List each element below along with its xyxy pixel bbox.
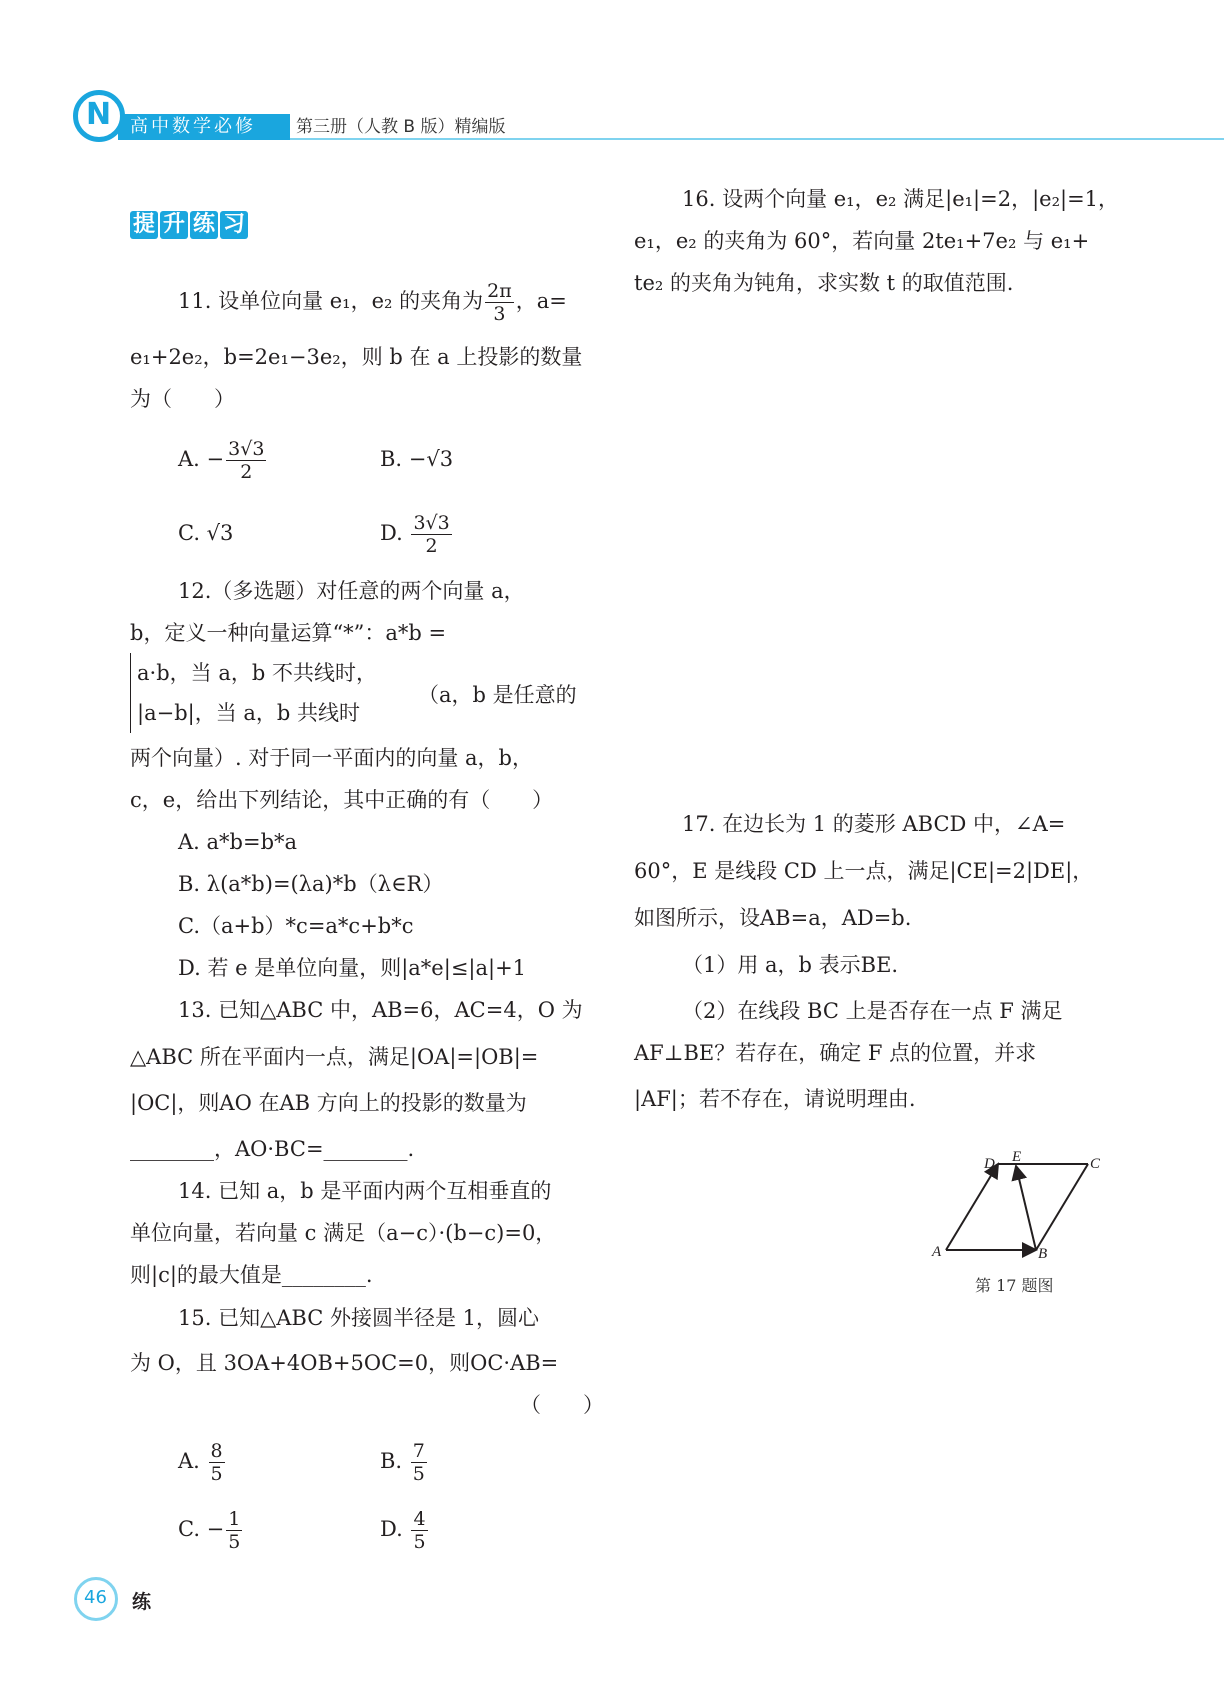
q12-cases: a·b，当 a，b 不共线时， |a−b|，当 a，b 共线时 [130,653,377,733]
q15-option-d: D. $\frac{4}{5}$ [380,1508,426,1553]
q12-option-a: A. a*b=b*a [178,830,298,854]
q17-line4: （1）用 a，b 表示BE. [682,953,899,977]
q17-line7: |AF|；若不存在，请说明理由. [634,1087,916,1111]
q17-line1: 17. 在边长为 1 的菱形 ABCD 中，∠A= [682,812,1066,836]
section-char: 提 [130,211,158,239]
q12-line1: 12.（多选题）对任意的两个向量 a， [178,579,525,603]
figure-caption: 第 17 题图 [975,1276,1054,1295]
book-title: 第三册（人教 B 版）精编版 [296,117,506,137]
q12-line2: b，定义一种向量运算“*”：a*b = [130,621,447,645]
label-a: A [932,1244,942,1260]
label-d: D [984,1156,995,1172]
q15-option-b: B. $\frac{7}{5}$ [380,1440,425,1485]
q12-option-b: B. λ(a*b)=(λa)*b（λ∈R） [178,872,444,896]
q13-line1: 13. 已知△ABC 中，AB=6，AC=4，O 为 [178,998,583,1022]
q15-line1: 15. 已知△ABC 外接圆半径是 1，圆心 [178,1306,539,1330]
q15-line3: （ ） [520,1393,604,1417]
q15-line2: 为 O，且 3OA+4OB+5OC=0，则OC·AB= [130,1351,559,1375]
q14-line1: 14. 已知 a，b 是平面内两个互相垂直的 [178,1179,552,1203]
q11-option-a: A. − $\frac{3√3}{2}$ [178,438,265,483]
side-ad [946,1164,998,1250]
q12-option-d: D. 若 e 是单位向量，则|a*e|≤|a|+1 [178,956,527,980]
q16-line3: te₂ 的夹角为钝角，求实数 t 的取值范围. [634,271,1014,295]
side-bc [1036,1164,1088,1250]
q11-option-d: D. $\frac{3√3}{2}$ [380,512,450,557]
q17-line6: AF⊥BE？若存在，确定 F 点的位置，并求 [634,1041,1037,1065]
section-char: 练 [190,211,218,239]
segment-be [1016,1166,1036,1250]
q12-line3-right: （a，b 是任意的 [418,683,577,707]
q11-option-b: B. −√3 [380,447,454,471]
q17-line2: 60°，E 是线段 CD 上一点，满足|CE|=2|DE|， [634,859,1094,883]
q17-line5: （2）在线段 BC 上是否存在一点 F 满足 [682,999,1063,1023]
q11-line3: 为（ ） [130,387,235,411]
q11-angle-fraction: $\frac{2\pi}{3}$ [487,280,512,325]
q12-line4: 两个向量）. 对于同一平面内的向量 a，b， [130,746,533,770]
label-e: E [1012,1150,1022,1165]
page-label: 练 [132,1591,152,1613]
rhombus-figure [930,1150,1100,1260]
q13-line2: △ABC 所在平面内一点，满足|OA|=|OB|= [130,1045,539,1069]
q15-option-c: C. − $\frac{1}{5}$ [178,1508,241,1553]
q11-line1: 11. 设单位向量 e₁，e₂ 的夹角为 $\frac{2\pi}{3}$ ，a= [178,280,567,325]
q15-option-a: A. $\frac{8}{5}$ [178,1440,223,1485]
q13-line4: ________，AO·BC=________. [130,1137,415,1161]
logo-letter: N [86,97,112,132]
label-b: B [1038,1246,1048,1260]
label-c: C [1090,1156,1100,1172]
q14-line3: 则|c|的最大值是________. [130,1263,373,1287]
q17-line3: 如图所示，设AB=a，AD=b. [634,906,912,930]
q11-line2: e₁+2e₂，b=2e₁−3e₂，则 b 在 a 上投影的数量 [130,345,583,369]
section-char: 习 [220,211,248,239]
q16-line1: 16. 设两个向量 e₁，e₂ 满足|e₁|=2，|e₂|=1， [682,187,1120,211]
series-tag: 高中数学必修 [118,114,290,140]
q16-line2: e₁，e₂ 的夹角为 60°，若向量 2te₁+7e₂ 与 e₁+ [634,229,1090,253]
page-number: 46 [84,1587,107,1608]
q12-option-c: C.（a+b）*c=a*c+b*c [178,914,414,938]
section-char: 升 [160,211,188,239]
q12-line5: c，e，给出下列结论，其中正确的有（ ） [130,788,554,812]
section-title [130,211,248,239]
q11-option-c: C. √3 [178,521,234,545]
q14-line2: 单位向量，若向量 c 满足（a−c）·(b−c)=0， [130,1221,557,1245]
q13-line3: |OC|，则AO 在AB 方向上的投影的数量为 [130,1091,527,1115]
